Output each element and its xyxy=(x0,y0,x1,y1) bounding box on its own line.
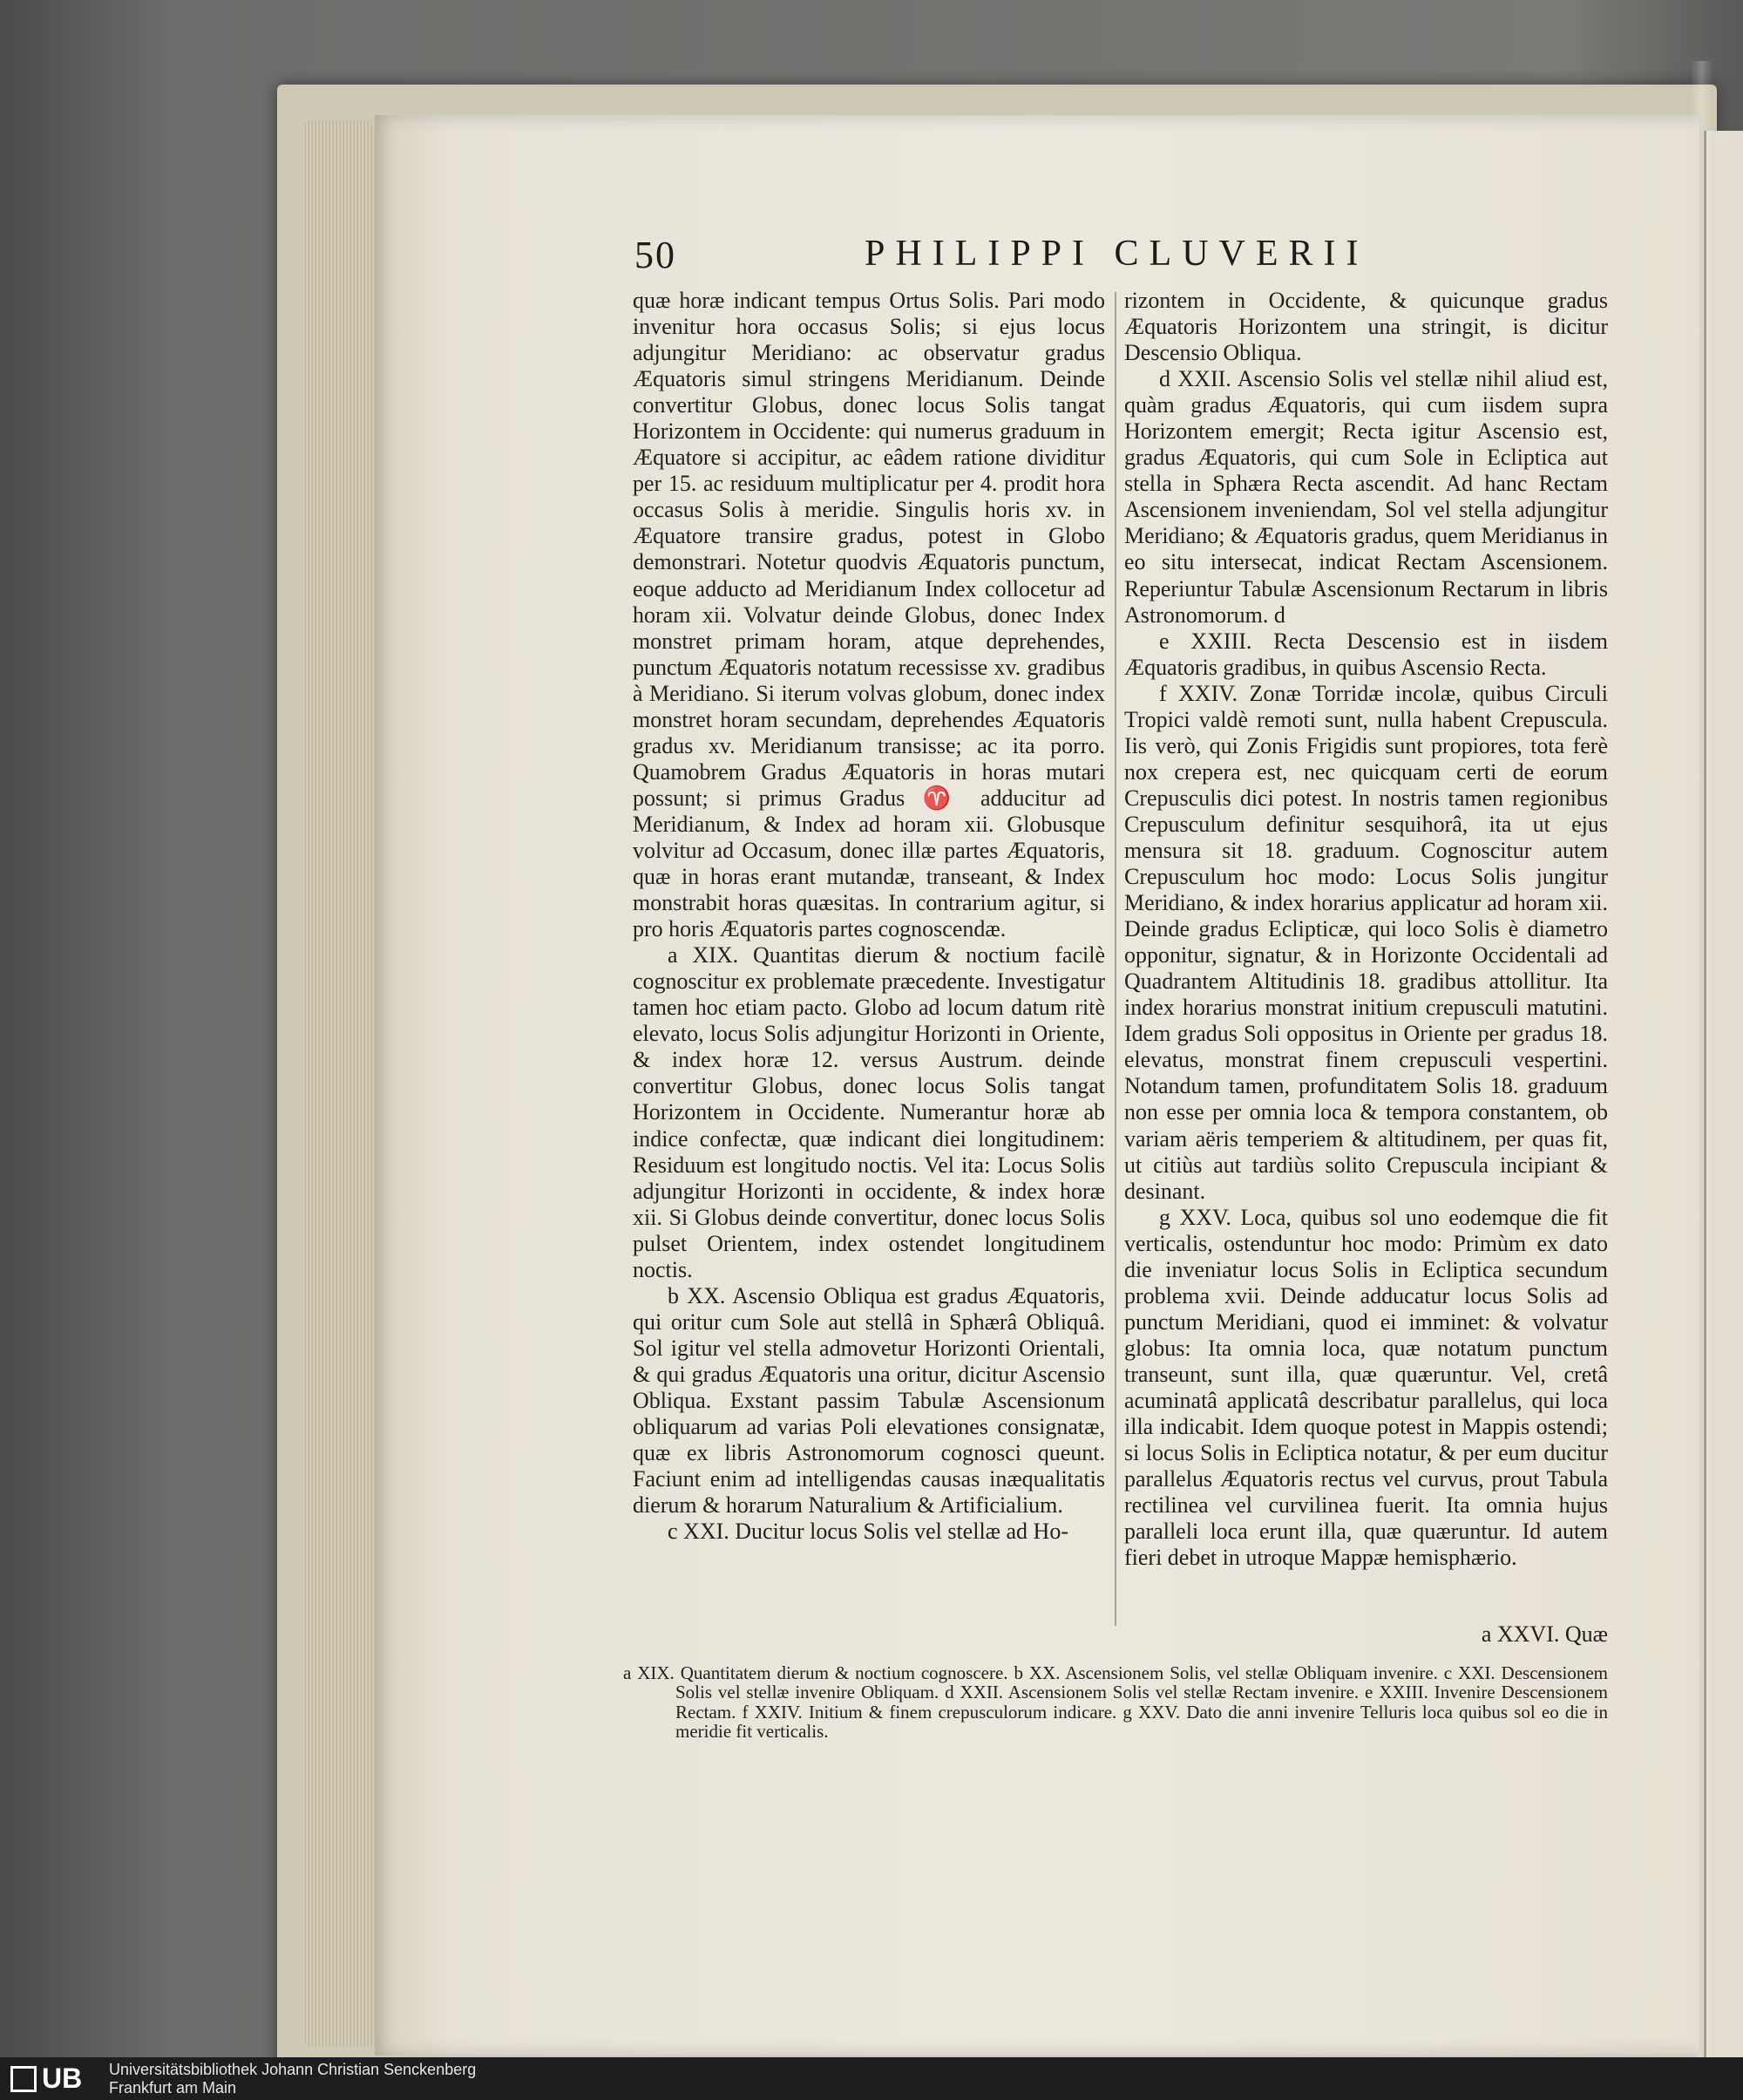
paragraph: e XXIII. Recta Descensio est in iisdem Æquatoris gradibus, in quibus Ascensio Recta. xyxy=(1124,628,1608,680)
running-head: PHILIPPI CLUVERII xyxy=(865,234,1369,274)
right-column xyxy=(1124,288,1608,1571)
library-line-2: Frankfurt am Main xyxy=(109,2079,237,2097)
paragraph: g XXV. Loca, quibus sol uno eodemque die fit verticalis, ostenduntur hoc modo: Primùm ex dato die inveniatur locus Solis in Ecliptica secundum problema xvii. Deinde adducatur locus Solis ad punctum Meridiani, quod ei imminet: & volvatur globus: Ita omnia loca, quæ notatum punctum transeunt, sunt illa, quæ quæruntur. Vel, cretâ acuminatâ applicatâ describatur parallelus, qui loca illa indicabit. Idem quoque potest in Mappis ostendi; si locus Solis in Ecliptica notatur, & per eum ducitur parallelus Æquatoris rectus vel curvus, prout Tabula rectilinea vel curvilinea fuerit. Ita omnia hujus paralleli loca erunt illa, quæ quæruntur. Id autem fieri debet in utroque Mappæ hemisphærio. xyxy=(1124,1204,1608,1571)
paragraph: a XIX. Quantitas dierum & noctium facilè cognoscitur ex problemate præcedente. Investigatur tamen hoc etiam pacto. Globo ad locum datum ritè elevato, locus Solis adjungitur Horizonti in Oriente, & index horæ 12. versus Austrum. deinde convertitur Globus, donec locus Solis tangat Horizontem in Occidente. Numerantur horæ ab indice confectæ, quæ indicant diei longitudinem: Residuum est longitudo noctis. Vel ita: Locus Solis adjungitur Horizonti in occidente, & index horæ xii. Si Globus deinde convertitur, donec locus Solis pulset Orientem, index ostendet longitudinem noctis. xyxy=(633,942,1105,1282)
paragraph: quæ horæ indicant tempus Ortus Solis. Pari modo invenitur hora occasus Solis; si ejus locus adjungitur Meridiano: ac observatur gradus Æquatoris simul stringens Meridianum. Deinde convertitur Globus, donec locus Solis tangat Horizontem in Occidente: qui numerus graduum in Æquatore si accipitur, ac eâdem ratione dividitur per 15. ac residuum multiplicatur per 4. prodit hora occasus Solis à meridie. Singulis horis xv. in Æquatore transire gradus, potest in Globo demonstrari. Notetur quodvis Æquatoris punctum, eoque adducto ad Meridianum Index collocetur ad horam xii. Volvatur deinde Globus, donec Index monstret primam horam, atque deprehendes, punctum Æquatoris notatum recessisse xv. gradibus à Meridiano. Si iterum volvas globum, donec index monstret horam secundam, deprehendes Æquatoris gradus xv. Meridianum transisse; ac ita porro. Quamobrem Gradus Æquatoris in horas mutari possunt; si primus Gradus ♈ adducitur ad Meridianum, & Index ad horam xii. Globusque volvitur ad Occasum, donec illæ partes Æquatoris, quæ in horas erant mutandæ, transeant, & Index monstrabit horas quæsitas. In contrarium agitur, si pro horis Æquatoris partes cognoscendæ. xyxy=(633,288,1105,942)
catchword: a XXVI. Quæ xyxy=(1481,1621,1608,1647)
paragraph: rizontem in Occidente, & quicunque gradus Æquatoris Horizontem una stringit, is dicitur Descensio Obliqua. xyxy=(1124,288,1608,366)
library-name xyxy=(109,2061,476,2097)
page-number: 50 xyxy=(634,234,676,276)
paragraph: f XXIV. Zonæ Torridæ incolæ, quibus Circuli Tropici valdè remoti sunt, nulla habent Crepuscula. Iis verò, qui Zonis Frigidis sunt propiores, tota ferè nox crepera est, nec quicquam certi de eorum Crepusculis dici potest. In nostris tamen regionibus Crepusculum definitur sesquihorâ, ita ut ejus mensura sit 18. graduum. Cognoscitur autem Crepusculum hoc modo: Locus Solis jungitur Meridiano, & index horarius applicatur ad horam xii. Deinde gradus Eclipticæ, qui loco Solis è diametro opponitur, signatur, & in Horizonte Occidentali ad Quadrantem Altitudinis 18. gradibus attollitur. Ita index horarius monstrat initium crepusculi matutini. Idem gradus Soli oppositus in Oriente per gradus 18. elevatus, monstrat finem crepusculi vespertini. Notandum tamen, profunditatem Solis 18. graduum non esse per omnia loca & tempora constantem, ob variam aëris temperiem & altitudinem, per quas fit, ut citiùs aut tardiùs solito Crepuscula incipiant & desinant. xyxy=(1124,680,1608,1204)
library-line-1: Universitätsbibliothek Johann Christian Senckenberg xyxy=(109,2061,477,2078)
footer-bar xyxy=(0,2057,1743,2100)
paragraph: b XX. Ascensio Obliqua est gradus Æquatoris, qui oritur cum Sole aut stellâ in Sphærâ Obliquâ. Sol igitur vel stella admovetur Horizonti Orientali, & qui gradus Æquatoris una oritur, dicitur Ascensio Obliqua. Exstant passim Tabulæ Ascensionum obliquarum ad varias Poli elevationes consignatæ, quæ ex libris Astronomorum cognosci queunt. Faciunt enim ad intelligendas causas inæqualitatis dierum & horarum Naturalium & Artificialium. xyxy=(633,1282,1105,1519)
footnotes xyxy=(623,1663,1608,1741)
logo-icon xyxy=(10,2066,37,2092)
footnote-text: a XIX. Quantitatem dierum & noctium cognoscere. b XX. Ascensionem Solis, vel stellæ Obliquam invenire. c XXI. Descensionem Solis vel stellæ invenire Obliquam. d XXII. Ascensionem Solis vel stellæ Rectam invenire. e XXIII. Invenire Descensionem Rectam. f XXIV. Initium & finem crepusculorum indicare. g XXV. Dato die anni invenire Telluris loca quibus sol eo die in meridie fit verticalis. xyxy=(623,1662,1608,1742)
left-column xyxy=(633,288,1105,1545)
paragraph: c XXI. Ducitur locus Solis vel stellæ ad Ho- xyxy=(668,1519,1068,1545)
column-divider xyxy=(1115,292,1116,1626)
paragraph: d XXII. Ascensio Solis vel stellæ nihil aliud est, quàm gradus Æquatoris, qui cum iisdem supra Horizontem emergit; Recta igitur Ascensio est, gradus Æquatoris, qui cum Sole in Ecliptica aut stella in Sphæra Recta ascendit. Ad hanc Rectam Ascensionem inveniendam, Sol vel stella adjungitur Meridiano; & Æquatoris gradus, quem Meridianus in eo situ intersecat, indicat Rectam Ascensionem. Reperiuntur Tabulæ Ascensionum Rectarum in libris Astronomorum. d xyxy=(1124,366,1608,628)
page-header xyxy=(634,233,1634,285)
logo-text: UB xyxy=(42,2063,83,2094)
ub-logo[interactable] xyxy=(10,2063,94,2095)
glass-glare xyxy=(1691,61,1712,2083)
